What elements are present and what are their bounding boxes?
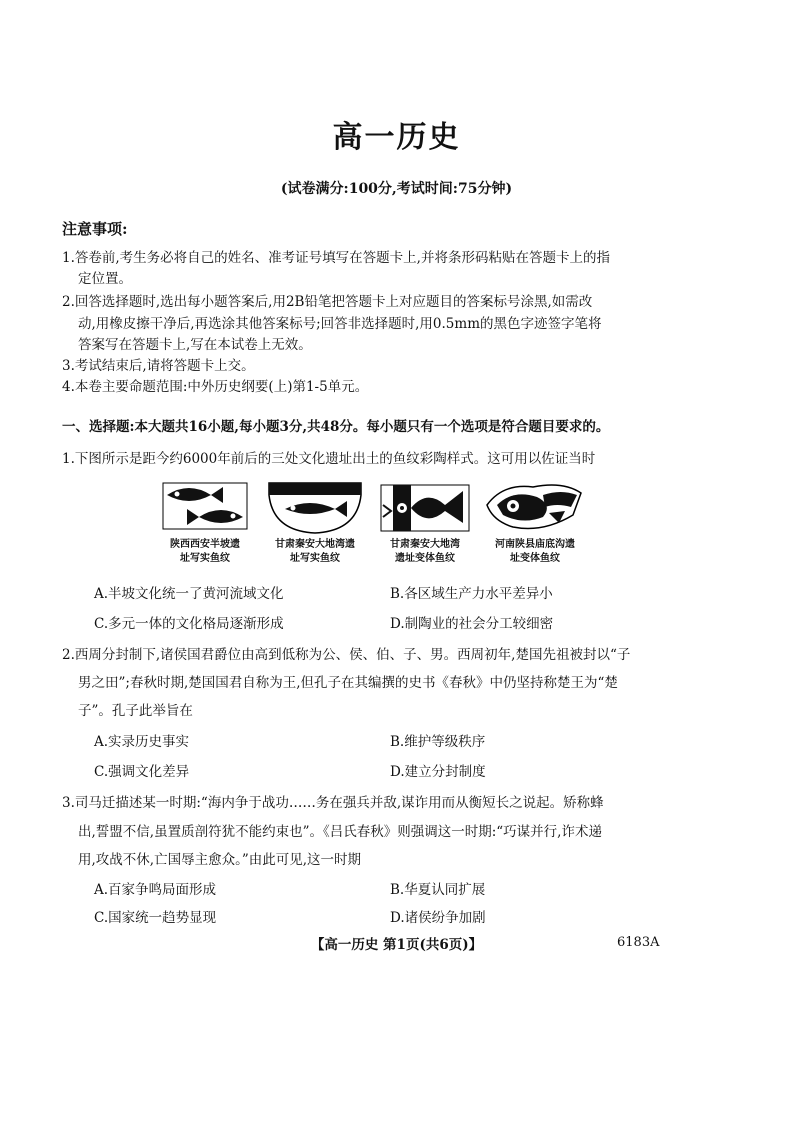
- figure-item: [260, 475, 370, 575]
- stylized-fish-icon: [375, 475, 475, 537]
- note-line: 1.答卷前,考生务必将自己的姓名、准考证号填写在答题卡上,并将条形码粘贴在答题卡上的指: [62, 250, 610, 266]
- option-a: A.百家争鸣局面形成: [94, 882, 217, 898]
- figure-caption: 陕西西安半坡遗: [170, 539, 240, 550]
- option-b: B.维护等级秩序: [390, 734, 486, 750]
- fish-pottery-icon: [159, 475, 251, 537]
- paper-code: 6183A: [617, 935, 660, 950]
- figure-item: [150, 475, 260, 575]
- question-2-line: 2.西周分封制下,诸侯国君爵位由高到低称为公、侯、伯、子、男。西周初年,楚国先祖被封以“子: [62, 647, 631, 663]
- figure-caption: 河南陕县庙底沟遗: [495, 539, 575, 550]
- option-c: C.国家统一趋势显现: [94, 910, 217, 926]
- option-d: D.建立分封制度: [390, 764, 486, 780]
- page-footer: 【高一历史 第1页(共6页)】: [310, 937, 483, 953]
- note-line: 动,用橡皮擦干净后,再选涂其他答案标号;回答非选择题时,用0.5mm的黑色字迹签字笔将: [78, 316, 602, 332]
- option-b: B.各区域生产力水平差异小: [390, 586, 553, 602]
- section-heading: 一、选择题:本大题共16小题,每小题3分,共48分。每小题只有一个选项是符合题目要求的。: [62, 419, 610, 435]
- notes-heading: 注意事项:: [62, 220, 128, 238]
- question-3-line: 用,攻战不休,亡国辱主愈众。”由此可见,这一时期: [78, 852, 362, 868]
- question-3-line: 出,誓盟不信,虽置质剖符犹不能约束也”。《吕氏春秋》则强调这一时期:“巧谋并行,诈术递: [78, 824, 602, 840]
- figure-caption: 址写实鱼纹: [180, 553, 230, 564]
- note-line: 4.本卷主要命题范围:中外历史纲要(上)第1-5单元。: [62, 379, 369, 395]
- figure-caption: 甘肃秦安大地湾遗: [275, 539, 355, 550]
- page-title: 高一历史: [332, 120, 461, 155]
- question-2-line: 子”。孔子此举旨在: [78, 703, 193, 719]
- option-d: D.制陶业的社会分工较细密: [390, 616, 554, 632]
- note-line: 答案写在答题卡上,写在本试卷上无效。: [78, 337, 312, 353]
- option-b: B.华夏认同扩展: [390, 882, 486, 898]
- note-line: 3.考试结束后,请将答题卡上交。: [62, 358, 255, 374]
- question-2-line: 男之田”;春秋时期,楚国国君自称为王,但孔子在其编撰的史书《春秋》中仍坚持称楚王为“楚: [78, 675, 618, 691]
- option-c: C.多元一体的文化格局逐渐形成: [94, 616, 284, 632]
- question-1-stem: 1.下图所示是距今约6000年前后的三处文化遗址出土的鱼纹彩陶样式。这可用以佐证当时: [62, 451, 596, 467]
- figure-caption: 址变体鱼纹: [510, 553, 560, 564]
- option-a: A.实录历史事实: [94, 734, 190, 750]
- figure-item: [480, 475, 590, 575]
- fish-bowl-icon: [265, 475, 365, 537]
- option-a: A.半坡文化统一了黄河流域文化: [94, 586, 284, 602]
- figure-caption: 遗址变体鱼纹: [395, 553, 455, 564]
- abstract-fish-icon: [483, 475, 587, 537]
- note-line: 定位置。: [78, 271, 132, 287]
- figure-item: [370, 475, 480, 575]
- note-line: 2.回答选择题时,选出每小题答案后,用2B铅笔把答题卡上对应题目的答案标号涂黑,如需改: [62, 294, 593, 310]
- option-d: D.诸侯纷争加剧: [390, 910, 486, 926]
- question-3-line: 3.司马迁描述某一时期:“海内争于战功……务在强兵并敌,谋诈用而从衡短长之说起。矫称蜂: [62, 795, 604, 811]
- figure-caption: 甘肃秦安大地湾: [390, 539, 460, 550]
- exam-info: (试卷满分:100分,考试时间:75分钟): [280, 181, 513, 197]
- option-c: C.强调文化差异: [94, 764, 190, 780]
- fish-pattern-figure: [150, 475, 590, 575]
- figure-caption: 址写实鱼纹: [290, 553, 340, 564]
